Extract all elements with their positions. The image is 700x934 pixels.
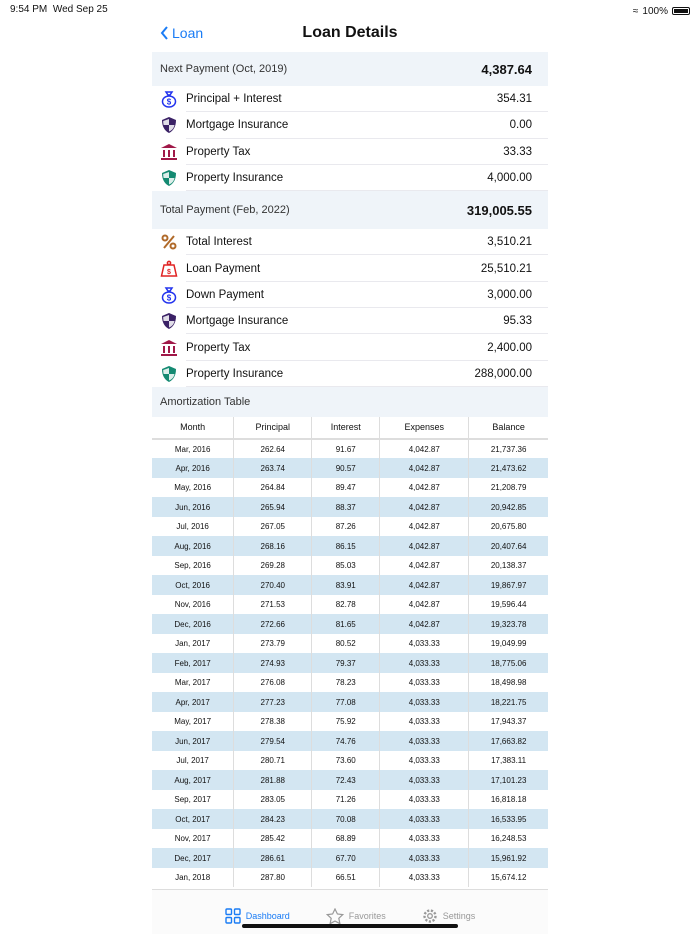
row-label: Principal + Interest (186, 93, 282, 106)
table-row (152, 478, 548, 498)
row-label: Property Insurance (186, 172, 284, 185)
tab-label: Favorites (348, 911, 386, 921)
row-value: 25,510.21 (480, 262, 532, 275)
table-cell: 4,042.87 (380, 497, 469, 517)
payment-row (152, 165, 548, 191)
table-cell: 83.91 (312, 575, 380, 595)
table-cell: 4,042.87 (380, 614, 469, 634)
table-cell: 4,033.33 (380, 809, 469, 829)
table-cell: 283.05 (234, 790, 312, 810)
table-cell: 264.84 (234, 478, 312, 498)
table-row (152, 770, 548, 790)
table-cell: 75.92 (312, 712, 380, 732)
table-cell: 21,473.62 (469, 458, 548, 478)
table-cell: 17,943.37 (469, 712, 548, 732)
tab-favorites[interactable] (326, 898, 386, 934)
table-cell: 4,042.87 (380, 595, 469, 615)
chevron-left-icon (160, 26, 169, 40)
table-cell: 21,737.36 (469, 439, 548, 459)
table-cell: 20,942.85 (469, 497, 548, 517)
shield-icon (160, 116, 178, 134)
table-row (152, 575, 548, 595)
table-row (152, 829, 548, 849)
table-row (152, 653, 548, 673)
table-cell: 287.80 (234, 868, 312, 888)
table-cell: 4,042.87 (380, 517, 469, 537)
row-label: Total Interest (186, 236, 252, 249)
table-row (152, 848, 548, 868)
table-cell: Jun, 2016 (152, 497, 234, 517)
total-payment-header (152, 191, 548, 229)
money-bag-icon (160, 286, 178, 304)
table-cell: Jul, 2016 (176, 522, 209, 532)
battery-text: 100% (642, 5, 668, 17)
amortization-title: Amortization Table (160, 395, 251, 408)
table-cell: 17,383.11 (469, 751, 548, 771)
table-row (152, 868, 548, 888)
row-label: Property Tax (186, 145, 251, 158)
table-cell: 19,867.97 (469, 575, 548, 595)
table-cell: May, 2017 (174, 717, 212, 727)
row-value: 3,000.00 (487, 288, 532, 301)
table-row (152, 673, 548, 693)
table-cell: 4,033.33 (380, 653, 469, 673)
table-cell: Jan, 2018 (175, 873, 211, 883)
table-cell: 4,033.33 (380, 848, 469, 868)
bank-icon (160, 143, 178, 161)
total-payment-value: 319,005.55 (466, 202, 532, 218)
table-cell: Apr, 2016 (152, 458, 234, 478)
payment-row (152, 334, 548, 360)
table-cell: 18,775.06 (469, 653, 548, 673)
table-cell: 80.52 (312, 634, 380, 654)
table-cell: 4,042.87 (380, 439, 469, 459)
table-cell: 4,033.33 (380, 692, 469, 712)
table-cell: 4,042.87 (380, 536, 469, 556)
money-bag-icon (160, 90, 178, 108)
status-bar (0, 0, 700, 18)
row-label: Mortgage Insurance (186, 119, 289, 132)
table-cell: 74.76 (312, 731, 380, 751)
wifi-icon: ≈ (632, 5, 639, 17)
table-cell: 19,049.99 (469, 634, 548, 654)
table-cell: 15,674.12 (469, 868, 548, 888)
table-cell: Mar, 2016 (174, 444, 211, 454)
table-cell: 270.40 (234, 575, 312, 595)
table-row (152, 595, 548, 615)
table-cell: 72.43 (312, 770, 380, 790)
table-cell: 262.64 (234, 439, 312, 459)
table-row (152, 497, 548, 517)
payment-row (152, 255, 548, 281)
table-cell: Sep, 2016 (174, 561, 211, 571)
tab-label: Dashboard (245, 911, 290, 921)
table-cell: 68.89 (312, 829, 380, 849)
table-cell: 4,033.33 (380, 634, 469, 654)
row-value: 0.00 (509, 119, 532, 132)
payment-row (152, 86, 548, 112)
table-cell: 20,407.64 (469, 536, 548, 556)
next-payment-label: Next Payment (Oct, 2019) (160, 63, 288, 75)
payment-row (152, 282, 548, 308)
table-cell: 268.16 (234, 536, 312, 556)
back-button[interactable] (160, 25, 203, 41)
table-cell: 265.94 (234, 497, 312, 517)
table-cell: 20,675.80 (469, 517, 548, 537)
table-cell: 274.93 (234, 653, 312, 673)
table-row (152, 556, 548, 576)
svg-text:$: $ (166, 97, 172, 107)
table-row (152, 536, 548, 556)
table-cell: 90.57 (312, 458, 380, 478)
table-cell: 89.47 (312, 478, 380, 498)
row-label: Down Payment (186, 288, 264, 301)
page-title: Loan Details (302, 24, 398, 41)
table-cell: 278.38 (234, 712, 312, 732)
table-cell: Feb, 2017 (152, 653, 234, 673)
tab-label: Settings (442, 911, 476, 921)
table-cell: Oct, 2016 (152, 575, 234, 595)
table-row (152, 439, 548, 459)
table-row (152, 458, 548, 478)
star-icon (326, 908, 344, 925)
table-cell: Mar, 2017 (174, 678, 211, 688)
table-cell: 263.74 (234, 458, 312, 478)
amortization-table (152, 417, 548, 888)
table-row (152, 809, 548, 829)
table-cell: Dec, 2016 (152, 614, 234, 634)
column-header[interactable]: Expenses (380, 417, 469, 439)
shield-icon (160, 312, 178, 330)
table-cell: Aug, 2017 (152, 770, 234, 790)
table-row (152, 751, 548, 771)
table-cell: 4,033.33 (380, 751, 469, 771)
table-cell: 4,033.33 (380, 712, 469, 732)
table-cell: Jun, 2017 (152, 731, 234, 751)
column-header[interactable]: Interest (312, 417, 380, 439)
column-header[interactable]: Principal (234, 417, 312, 439)
table-cell: 279.54 (234, 731, 312, 751)
table-row (152, 517, 548, 537)
table-cell: 79.37 (312, 653, 380, 673)
table-cell: 21,208.79 (469, 478, 548, 498)
next-payment-header (152, 52, 548, 86)
amortization-header (152, 387, 548, 417)
row-value: 2,400.00 (487, 341, 532, 354)
row-value: 95.33 (503, 315, 532, 328)
table-cell: 271.53 (234, 595, 312, 615)
battery-icon (672, 7, 690, 15)
table-cell: 67.70 (312, 848, 380, 868)
table-cell: 81.65 (312, 614, 380, 634)
total-payment-label: Total Payment (Feb, 2022) (160, 204, 290, 217)
payment-row (152, 308, 548, 334)
table-cell: 85.03 (312, 556, 380, 576)
table-cell: 4,042.87 (380, 458, 469, 478)
time: 9:54 PM (10, 4, 48, 15)
table-cell: 277.23 (234, 692, 312, 712)
table-cell: 18,221.75 (469, 692, 548, 712)
table-cell: 19,323.78 (469, 614, 548, 634)
back-label: Loan (172, 25, 204, 41)
home-indicator (242, 924, 458, 928)
payment-row (152, 229, 548, 255)
table-cell: 78.23 (312, 673, 380, 693)
grid-icon (225, 908, 241, 924)
row-label: Loan Payment (186, 262, 261, 275)
table-row (152, 634, 548, 654)
table-cell: 286.61 (234, 848, 312, 868)
date: Wed Sep 25 (52, 4, 108, 15)
row-label: Property Insurance (186, 367, 284, 380)
percent-icon (160, 233, 178, 251)
table-cell: 19,596.44 (469, 595, 548, 615)
table-cell: 16,533.95 (469, 809, 548, 829)
svg-text:$: $ (167, 268, 171, 276)
table-cell: 285.42 (234, 829, 312, 849)
row-value: 33.33 (503, 145, 532, 158)
table-row (152, 731, 548, 751)
table-row (152, 790, 548, 810)
table-cell: 70.08 (312, 809, 380, 829)
table-cell: 281.88 (234, 770, 312, 790)
table-cell: Dec, 2017 (152, 848, 234, 868)
tab-dashboard[interactable] (225, 898, 290, 934)
table-cell: 4,033.33 (380, 673, 469, 693)
table-cell: 18,498.98 (469, 673, 548, 693)
table-cell: Oct, 2017 (152, 809, 234, 829)
table-cell: 267.05 (234, 517, 312, 537)
table-cell: 86.15 (312, 536, 380, 556)
gear-icon (422, 908, 438, 924)
table-cell: Jan, 2017 (175, 639, 211, 649)
table-cell: 4,033.33 (380, 790, 469, 810)
table-cell: 16,818.18 (469, 790, 548, 810)
table-cell: 88.37 (312, 497, 380, 517)
table-cell: Apr, 2017 (152, 692, 234, 712)
table-cell: 73.60 (312, 751, 380, 771)
table-cell: 17,663.82 (469, 731, 548, 751)
bank-icon (160, 339, 178, 357)
next-payment-value: 4,387.64 (481, 61, 532, 77)
table-row (152, 692, 548, 712)
table-cell: 4,042.87 (380, 556, 469, 576)
table-cell: 20,138.37 (469, 556, 548, 576)
table-cell: 272.66 (234, 614, 312, 634)
table-cell: 66.51 (312, 868, 380, 888)
table-cell: 276.08 (234, 673, 312, 693)
table-row (152, 614, 548, 634)
table-cell: 82.78 (312, 595, 380, 615)
table-cell: May, 2016 (174, 483, 212, 493)
table-cell: 4,042.87 (380, 575, 469, 595)
table-cell: 269.28 (234, 556, 312, 576)
table-cell: 15,961.92 (469, 848, 548, 868)
table-cell: 16,248.53 (469, 829, 548, 849)
shield-green-icon (160, 169, 178, 187)
table-cell: 17,101.23 (469, 770, 548, 790)
table-cell: 91.67 (312, 439, 380, 459)
table-cell: 4,033.33 (380, 731, 469, 751)
row-value: 4,000.00 (487, 172, 532, 185)
table-row (152, 712, 548, 732)
navigation-bar (152, 20, 548, 48)
table-cell: Nov, 2016 (174, 600, 211, 610)
table-cell: Aug, 2016 (152, 536, 234, 556)
row-label: Property Tax (186, 341, 251, 354)
table-cell: 4,033.33 (380, 868, 469, 888)
payment-row (152, 112, 548, 138)
table-cell: Sep, 2017 (174, 795, 211, 805)
row-value: 288,000.00 (474, 367, 532, 380)
column-header[interactable]: Month (152, 417, 234, 439)
table-cell: 4,033.33 (380, 829, 469, 849)
table-cell: 280.71 (234, 751, 312, 771)
column-header[interactable]: Balance (469, 417, 548, 439)
row-label: Mortgage Insurance (186, 315, 289, 328)
svg-text:$: $ (166, 293, 172, 303)
table-cell: 4,033.33 (380, 770, 469, 790)
row-value: 3,510.21 (487, 236, 532, 249)
payment-row (152, 361, 548, 387)
table-cell: 273.79 (234, 634, 312, 654)
shield-green-icon (160, 365, 178, 383)
table-cell: 4,042.87 (380, 478, 469, 498)
table-cell: Jul, 2017 (176, 756, 209, 766)
table-cell: 284.23 (234, 809, 312, 829)
row-value: 354.31 (496, 93, 532, 106)
table-cell: 77.08 (312, 692, 380, 712)
payment-row (152, 139, 548, 165)
table-cell: 71.26 (312, 790, 380, 810)
tab-settings[interactable] (422, 898, 476, 934)
table-cell: 87.26 (312, 517, 380, 537)
table-cell: Nov, 2017 (174, 834, 211, 844)
weight-dollar-icon (160, 260, 178, 278)
